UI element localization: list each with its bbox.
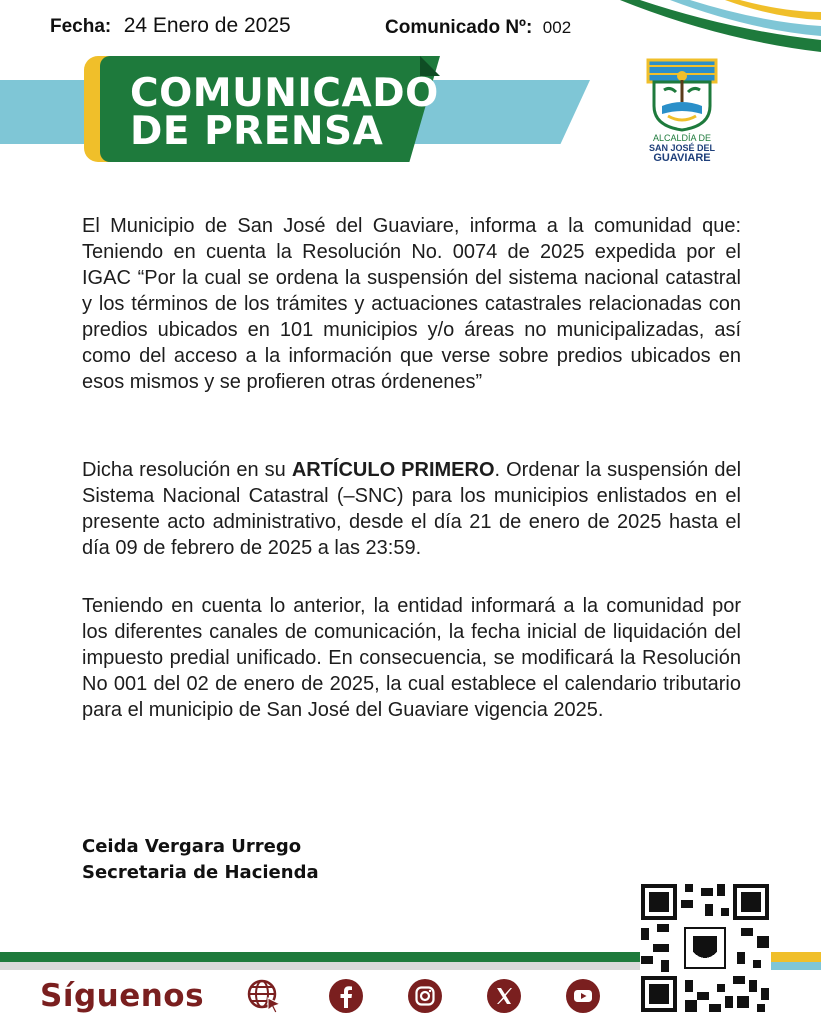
paragraph-3: Teniendo en cuenta lo anterior, la entidad informará a la comunidad por los diferentes canales de comunicación, la fecha inicial de liquidación del impuesto predial unificado. En consecuencia, se modificará la Resolución No 001 del 02 de enero de 2025, la cual establece el calendario tributario para el municipio de San José del Guaviare vigencia 2025. [82,595,741,721]
municipality-logo [642,56,722,164]
footer-band-blue [771,962,821,970]
paragraph-2-rest: . Ordenar la suspensión del Sistema Nacional Catastral (–SNC) para los municipios enlistados en el presente acto administrativo, desde el día 21 de enero de 2025 hasta el día 09 de febrero de 2025 a las 23:59. [82,459,742,559]
date-row [50,14,291,38]
footer-band-green [0,952,640,962]
x-icon[interactable] [486,978,522,1014]
communique-number-value: 002 [542,18,572,37]
footer-band-grey [0,962,640,970]
logo-line2: SAN JOSÉ DEL [648,143,715,153]
footer-band-yellow [771,952,821,962]
web-icon[interactable] [246,978,282,1014]
communique-number-label: Comunicado Nº: [385,17,533,38]
signatory-title: Secretaria de Hacienda [82,862,319,883]
banner-title-line1: COMUNICADO [130,71,439,116]
signatory-name: Ceida Vergara Urrego [82,836,302,857]
facebook-icon[interactable] [328,978,364,1014]
youtube-icon[interactable] [565,978,601,1014]
coat-of-arms-icon [642,56,722,132]
communique-number-row [385,17,571,39]
banner-title-line2: DE PRENSA [130,109,384,154]
logo-line1: ALCALDÍA DE [652,133,712,143]
corner-decoration [560,0,821,60]
date-label: Fecha: [50,16,112,37]
date-value: 24 Enero de 2025 [123,14,291,37]
follow-us-label: Síguenos [40,978,205,1014]
paragraph-2 [82,457,741,561]
paragraph-1: El Municipio de San José del Guaviare, informa a la comunidad que: Teniendo en cuenta la Resolución No. 0074 de 2025 expedida por el IGAC “Por la cual se ordena la suspensión del sistema nacional catastral y los términos de los trámites y actuaciones catastrales relacionadas con predios ubicados en 101 municipios y/o áreas no municipalizadas, así como del acceso a la información que verse sobre predios ubicados en esos mismos y se profieren otras órdenenes” [82,215,741,393]
logo-line3: GUAVIARE [653,152,711,164]
instagram-icon[interactable] [407,978,443,1014]
paragraph-2-bold: ARTÍCULO PRIMERO [291,459,495,481]
paragraph-2-intro: Dicha resolución en su [82,459,292,481]
qr-code-icon[interactable] [641,884,769,1012]
